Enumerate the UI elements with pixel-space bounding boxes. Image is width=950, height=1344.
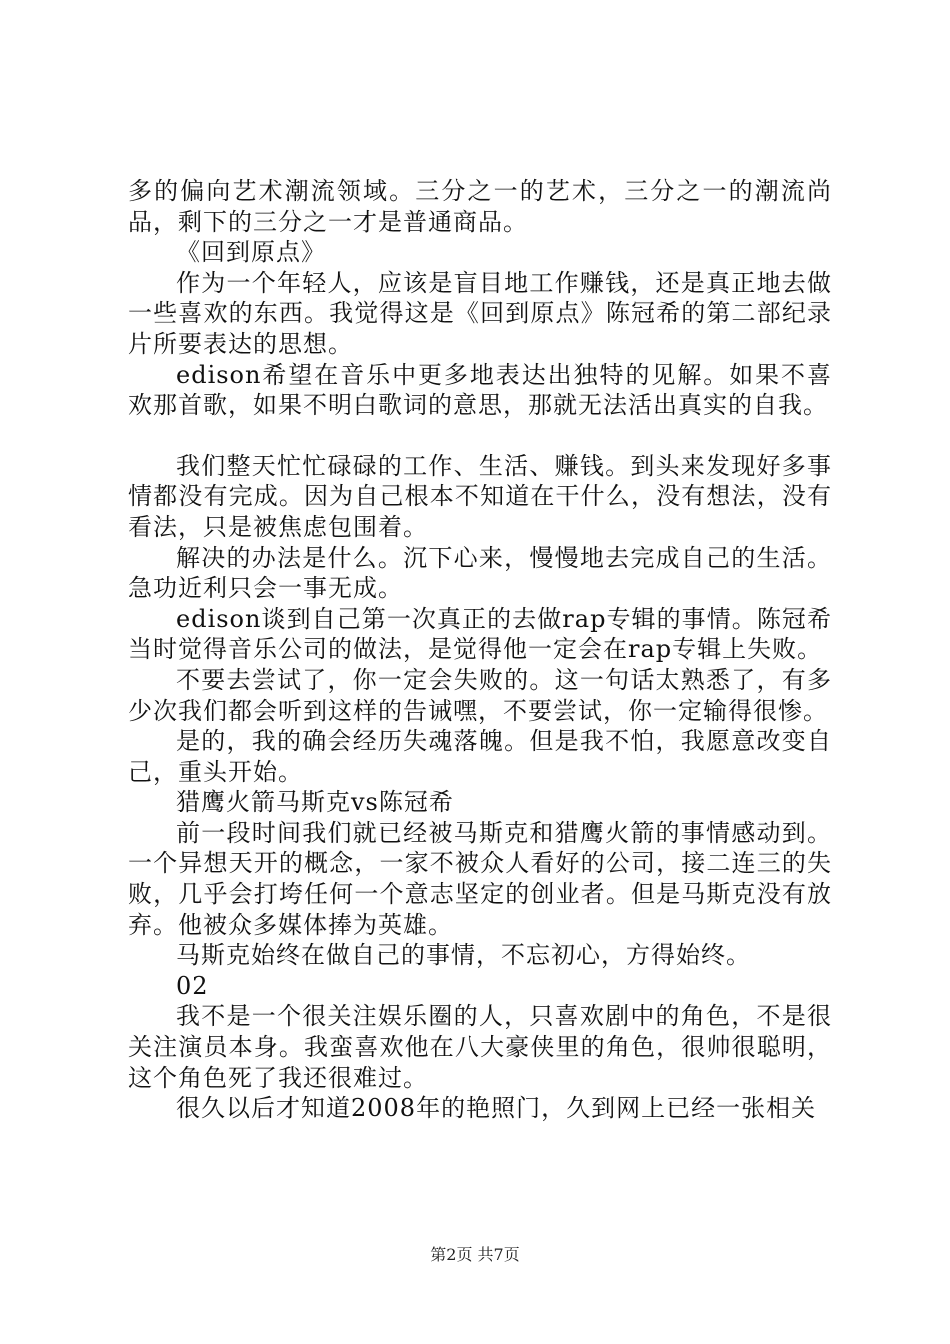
paragraph: 解决的办法是什么。沉下心来，慢慢地去完成自己的生活。急功近利只会一事无成。 — [128, 543, 832, 603]
section-heading-falcon-musk: 猎鹰火箭马斯克vs陈冠希 — [176, 788, 454, 817]
paragraph: 我们整天忙忙碌碌的工作、生活、赚钱。到头来发现好多事情都没有完成。因为自己根本不知道在干什么，没有想法，没有看法，只是被焦虑包围着。 — [128, 451, 832, 541]
paragraph-continuation: 多的偏向艺术潮流领域。三分之一的艺术，三分之一的潮流尚品，剩下的三分之一才是普通商品。 — [128, 177, 832, 236]
paragraph: 很久以后才知道2008年的艳照门，久到网上已经一张相关 — [176, 1094, 817, 1123]
paragraph: edison谈到自己第一次真正的去做rap专辑的事情。陈冠希当时觉得音乐公司的做法，是觉得他一定会在rap专辑上失败。 — [128, 604, 832, 664]
paragraph: 是的，我的确会经历失魂落魄。但是我不怕，我愿意改变自己，重头开始。 — [128, 727, 832, 786]
paragraph: 马斯克始终在做自己的事情，不忘初心，方得始终。 — [176, 941, 751, 970]
paragraph: 作为一个年轻人，应该是盲目地工作赚钱，还是真正地去做一些喜欢的东西。我觉得这是《回到原点》陈冠希的第二部纪录片所要表达的思想。 — [128, 268, 832, 358]
section-number: 02 — [176, 971, 209, 1000]
paragraph: 不要去尝试了，你一定会失败的。这一句话太熟悉了，有多少次我们都会听到这样的告诫嘿，不要尝试，你一定输得很惨。 — [128, 665, 832, 725]
section-heading-back-to-origin: 《回到原点》 — [176, 238, 326, 267]
document-body — [128, 176, 832, 1124]
paragraph: edison希望在音乐中更多地表达出独特的见解。如果不喜欢那首歌，如果不明白歌词的意思，那就无法活出真实的自我。 — [128, 360, 832, 420]
paragraph: 我不是一个很关注娱乐圈的人，只喜欢剧中的角色，不是很关注演员本身。我蛮喜欢他在八大豪侠里的角色，很帅很聪明，这个角色死了我还很难过。 — [128, 1002, 832, 1092]
page-number-footer: 第2页 共7页 — [430, 1245, 520, 1264]
paragraph: 前一段时间我们就已经被马斯克和猎鹰火箭的事情感动到。一个异想天开的概念，一家不被众人看好的公司，接二连三的失败，几乎会打垮任何一个意志坚定的创业者。但是马斯克没有放弃。他被众多媒体捧为英雄。 — [128, 818, 832, 939]
paragraph-gap — [128, 421, 832, 451]
